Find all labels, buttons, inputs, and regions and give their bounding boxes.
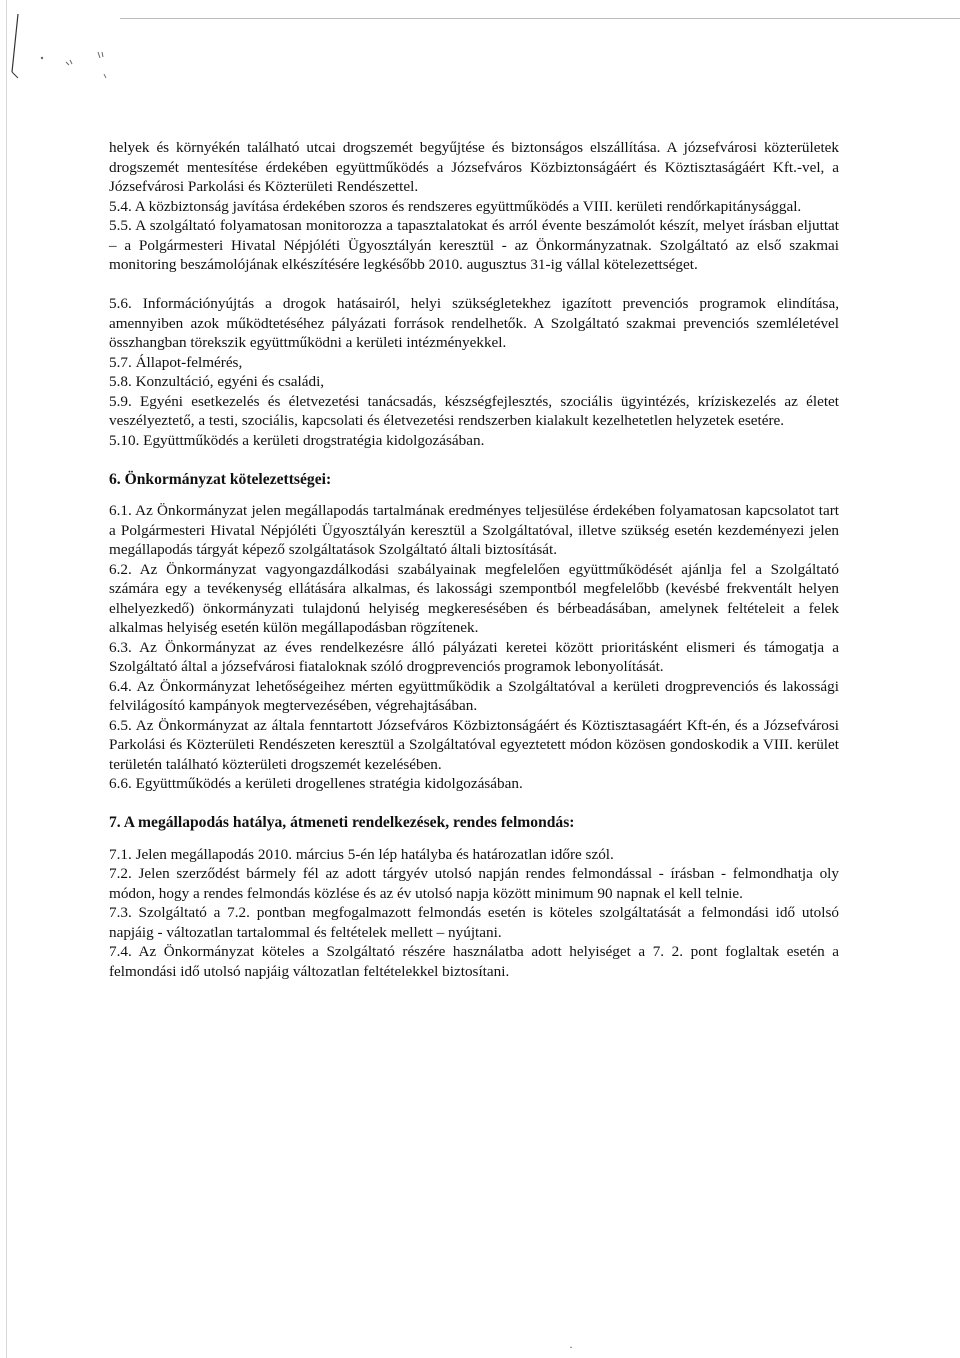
section-7-heading: 7. A megállapodás hatálya, átmeneti rendelkezések, rendes felmondás: — [109, 814, 575, 831]
handwritten-mark — [8, 12, 128, 92]
paragraph-7-3: 7.3. Szolgáltató a 7.2. pontban megfogalmazott felmondás esetén is köteles szolgáltatását a felmondási idő utolsó napjáig - változatlan tartalommal és feltételek mellett – nyújtani. — [109, 904, 839, 941]
paragraph-intro: helyek és környékén található utcai drogszemét begyűjtése és biztonságos elszállítása. A józsefvárosi közterületek drogszemét mentesítése érdekében együttműködés a Józsefváros Közbiztonságáért és Köztisztaságáért Kft.-vel, a Józsefvárosi Parkolási és Közterületi Rendészettel. — [109, 139, 839, 195]
paragraph-7-4: 7.4. Az Önkormányzat köteles a Szolgáltató részére használatba adott helyiséget a 7. 2. pont foglaltak esetén a felmondási idő utolsó napjáig változatlan feltételekkel biztosítani. — [109, 943, 839, 980]
paragraph-6-2: 6.2. Az Önkormányzat vagyongazdálkodási szabályainak megfelelően együttműködését ajánlja fel a Szolgáltató számára egy a tevékenység ellátására alkalmas, és lakossági szempontból megfelelőbb (kevésbé frekventált helyen elhelyezkedő) önkormányzati tulajdonú helyiség megkeresésében és bérbeadásában, amelynek feltételeit a felek alkalmas helyiség esetén külön megállapodásban rögzítenek. — [109, 560, 839, 636]
paragraph-5-9: 5.9. Egyéni esetkezelés és életvezetési tanácsadás, készségfejlesztés, szociális ügyintézés, kríziskezelés az életet veszélyeztető, a testi, szociális, kapcsolati és életvezetési rendszerben kialakult kezelhetetlen helyzetek esetére. — [109, 392, 839, 429]
section-6-heading: 6. Önkormányzat kötelezettségei: — [109, 470, 332, 488]
paragraph-5-5: 5.5. A szolgáltató folyamatosan monitorozza a tapasztalatokat és arról évente beszámolót készít, melyet írásban eljuttat – a Polgármesteri Hivatal Népjóléti Ügyosztályán keresztül - az Önkormányzatnak. Szolgáltató az első szakmai monitoring beszámolójának elkészítésére legkésőbb 2010. augusztus 31-ig vállal kötelezettséget. — [109, 217, 839, 273]
document-page — [109, 138, 839, 981]
paragraph-5-7: 5.7. Állapot-felmérés, — [109, 353, 243, 371]
paragraph-5-10: 5.10. Együttműködés a kerületi drogstratégia kidolgozásában. — [109, 431, 485, 449]
paragraph-6-4: 6.4. Az Önkormányzat lehetőségeihez mérten együttműködik a Szolgáltatóval a kerületi drogprevenciós és lakossági felvilágosító kampányok megtervezésében, végrehajtásában. — [109, 677, 839, 714]
scan-edge-left — [6, 0, 7, 1358]
paragraph-5-6: 5.6. Információnyújtás a drogok hatásairól, helyi szükségletekhez igazított prevenciós programok elindítása, amennyiben azok működtetéséhez pályázati források rendelhetők. A Szolgáltató szakmai prevenciós szemléletével összhangban törekszik együttműködni a kerületi intézményekkel. — [109, 295, 839, 351]
paragraph-7-1: 7.1. Jelen megállapodás 2010. március 5-én lép hatályba és határozatlan időre szól. — [109, 845, 614, 863]
paragraph-6-6: 6.6. Együttműködés a kerületi drogellenes stratégia kidolgozásában. — [109, 775, 523, 792]
paragraph-5-4: 5.4. A közbiztonság javítása érdekében szoros és rendszeres együttműködés a VIII. kerületi rendőrkapitánysággal. — [109, 197, 802, 215]
paragraph-6-3: 6.3. Az Önkormányzat az éves rendelkezésre álló pályázati keretei között prioritásként elismeri és támogatja a Szolgáltató által a józsefvárosi fiataloknak szóló drogprevenciós programok lebonyolítását. — [109, 638, 839, 675]
paragraph-6-1: 6.1. Az Önkormányzat jelen megállapodás tartalmának eredményes teljesülése érdekében folyamatosan kapcsolatot tart a Polgármesteri Hivatal Népjóléti Ügyosztályán keresztül a Szolgáltatóval, illetve szükség esetén kezdeményezi jelen megállapodás tárgyát képező szolgáltatások Szolgáltató általi biztosítását. — [109, 502, 839, 558]
paragraph-7-2: 7.2. Jelen szerződést bármely fél az adott tárgyév utolsó napján rendes felmondással - írásban - felmondhatja oly módon, hogy a rendes felmondás közlése és az év utolsó napja között minimum 90 napnak el kell telnie. — [109, 865, 839, 902]
scan-edge-top — [120, 18, 960, 19]
paragraph-6-5: 6.5. Az Önkormányzat az általa fenntartott Józsefváros Közbiztonságáért és Köztisztasagáért Kft-én, és a Józsefvárosi Parkolási és Közterületi Rendészeten keresztül a Szolgáltatóval egyeztetett módon közösen gondoskodik a VIII. kerület területén található közterületi drogszemét kezelésében. — [109, 716, 839, 773]
paragraph-5-8: 5.8. Konzultáció, egyéni és családi, — [109, 373, 325, 390]
scan-speck: · — [569, 1340, 573, 1354]
